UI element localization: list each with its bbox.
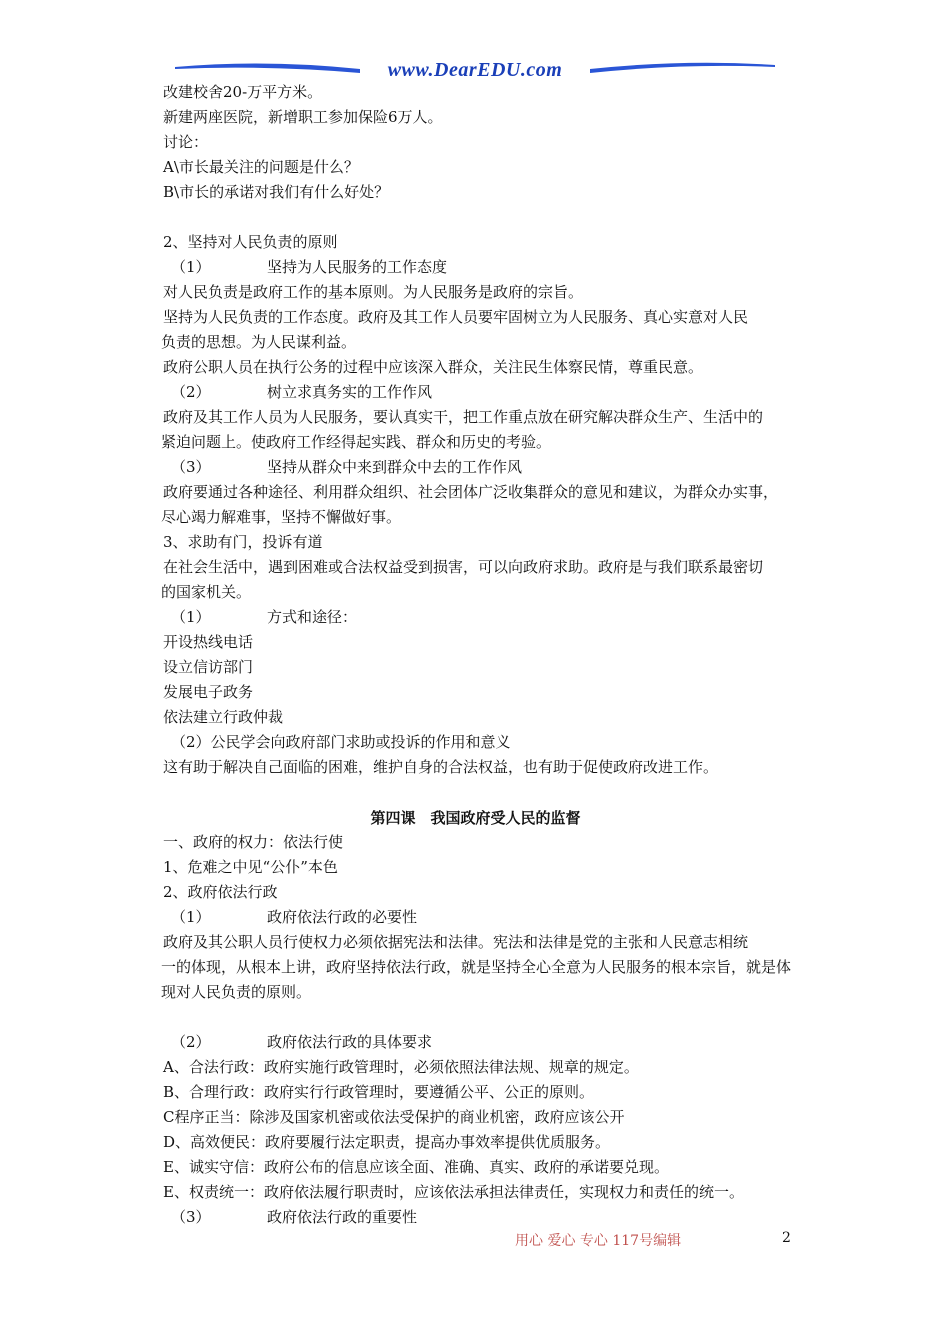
text-line: 新建两座医院，新增职工参加保险6万人。 xyxy=(163,108,443,126)
sub-item: （2）公民学会向政府部门求助或投诉的作用和意义 xyxy=(171,733,511,751)
text-line: 的国家机关。 xyxy=(161,583,252,601)
sub-item xyxy=(171,607,357,627)
item-number: （3） xyxy=(171,458,211,476)
text-line: 现对人民负责的原则。 xyxy=(161,983,312,1001)
item-title: 树立求真务实的工作作风 xyxy=(267,383,433,401)
item-title: 方式和途径： xyxy=(267,608,358,626)
text-line: 坚持为人民负责的工作态度。政府及其工作人员要牢固树立为人民服务、真心实意对人民 xyxy=(163,308,749,326)
footer-note: 用心 爱心 专心 117号编辑 xyxy=(515,1233,682,1249)
list-item: A、合法行政：政府实施行政管理时，必须依照法律法规、规章的规定。 xyxy=(163,1058,639,1076)
section-title: 2、坚持对人民负责的原则 xyxy=(163,233,338,251)
text-line: 政府及其公职人员行使权力必须依据宪法和法律。宪法和法律是党的主张和人民意志相统 xyxy=(163,933,749,951)
list-item: E、诚实守信：政府公布的信息应该全面、准确、真实、政府的承诺要兑现。 xyxy=(163,1158,669,1176)
text-line: 对人民负责是政府工作的基本原则。为人民服务是政府的宗旨。 xyxy=(163,283,584,301)
sub-item xyxy=(171,1032,432,1052)
text-line: 政府及其工作人员为人民服务，要认真实干，把工作重点放在研究解决群众生产、生活中的 xyxy=(163,408,764,426)
text-line: 政府要通过各种途径、利用群众组织、社会团体广泛收集群众的意见和建议，为群众办实事， xyxy=(163,483,779,501)
text-line: 尽心竭力解难事，坚持不懈做好事。 xyxy=(161,508,402,526)
list-item: E、权责统一：政府依法履行职责时，应该依法承担法律责任，实现权力和责任的统一。 xyxy=(163,1183,744,1201)
text-line: 讨论： xyxy=(163,133,209,151)
chapter-heading: 第四课 我国政府受人民的监督 xyxy=(370,809,581,827)
sub-item xyxy=(171,382,432,402)
sub-item xyxy=(171,1207,417,1227)
text-line: B\市长的承诺对我们有什么好处？ xyxy=(163,183,390,201)
item-title: 政府依法行政的必要性 xyxy=(267,908,418,926)
list-item: B、合理行政：政府实行行政管理时，要遵循公平、公正的原则。 xyxy=(163,1083,595,1101)
item-title: 坚持从群众中来到群众中去的工作作风 xyxy=(267,458,523,476)
sub-item xyxy=(171,257,447,277)
list-item: 开设热线电话 xyxy=(163,633,254,651)
section-title: 一、政府的权力：依法行使 xyxy=(163,833,344,851)
sub-item xyxy=(171,907,417,927)
item-title: 政府依法行政的重要性 xyxy=(267,1208,418,1226)
text-line: 政府公职人员在执行公务的过程中应该深入群众，关注民生体察民情，尊重民意。 xyxy=(163,358,704,376)
item-number: （1） xyxy=(171,908,211,926)
text-line: 在社会生活中，遇到困难或合法权益受到损害，可以向政府求助。政府是与我们联系最密切 xyxy=(163,558,764,576)
list-item: 依法建立行政仲裁 xyxy=(163,708,284,726)
item-title: 政府依法行政的具体要求 xyxy=(267,1033,433,1051)
item-number: （1） xyxy=(171,608,211,626)
item-number: （3） xyxy=(171,1208,211,1226)
section-title: 3、求助有门，投诉有道 xyxy=(163,533,323,551)
section-title: 1、危难之中见“公仆”本色 xyxy=(163,858,338,876)
item-title: 坚持为人民服务的工作态度 xyxy=(267,258,448,276)
text-line: 负责的思想。为人民谋利益。 xyxy=(161,333,357,351)
item-number: （1） xyxy=(171,258,211,276)
list-item: D、高效便民：政府要履行法定职责，提高办事效率提供优质服务。 xyxy=(163,1133,611,1151)
sub-item xyxy=(171,457,522,477)
site-logo: www.DearEDU.com xyxy=(387,59,563,81)
list-item: 发展电子政务 xyxy=(163,683,254,701)
section-title: 2、政府依法行政 xyxy=(163,883,278,901)
item-number: （2） xyxy=(171,1033,211,1051)
item-number: （2） xyxy=(171,383,211,401)
page-number: 2 xyxy=(782,1230,791,1246)
list-item: C程序正当：除涉及国家机密或依法受保护的商业机密，政府应该公开 xyxy=(163,1108,625,1126)
text-line: 这有助于解决自己面临的困难，维护自身的合法权益，也有助于促使政府改进工作。 xyxy=(163,758,719,776)
text-line: 紧迫问题上。使政府工作经得起实践、群众和历史的考验。 xyxy=(161,433,552,451)
list-item: 设立信访部门 xyxy=(163,658,254,676)
text-line: 改建校舍20-万平方米。 xyxy=(163,83,323,101)
text-line: 一的体现，从根本上讲，政府坚持依法行政，就是坚持全心全意为人民服务的根本宗旨，就是体 xyxy=(161,958,792,976)
text-line: A\市长最关注的问题是什么？ xyxy=(163,158,359,176)
